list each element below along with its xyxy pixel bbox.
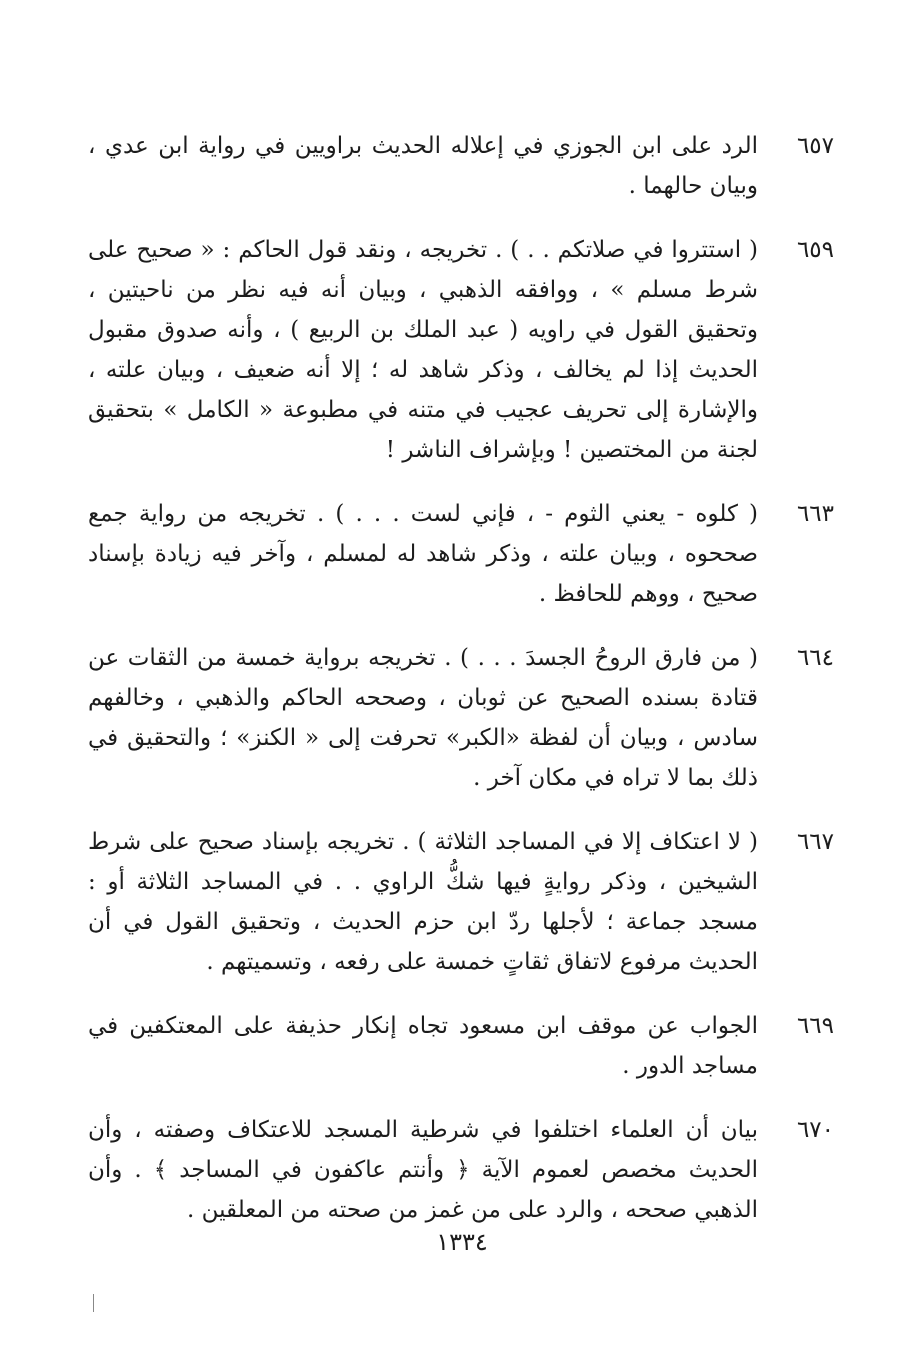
- page-number: ١٣٣٤: [436, 1228, 488, 1256]
- entry-number: ٦٦٤: [796, 645, 834, 671]
- entry-number: ٦٦٩: [796, 1013, 834, 1039]
- index-entry-669: [88, 1006, 834, 1086]
- entry-number: ٦٧٠: [796, 1117, 834, 1143]
- index-entries-list: [88, 126, 834, 1254]
- entry-text: ( من فارق الروحُ الجسدَ . . . ) . تخريجه برواية خمسة من الثقات عن قتادة بسنده الصحيح عن ثوبان ، وصححه الحاكم والذهبي ، وخالفهم سادس ، وبيان أن لفظة «الكبر» تحرفت إلى « الكنز» ؛ والتحقيق في ذلك بما لا تراه في مكان آخر .: [88, 645, 758, 791]
- entry-number: ٦٥٧: [796, 133, 834, 159]
- index-entry-659: [88, 230, 834, 470]
- index-entry-657: [88, 126, 834, 206]
- entry-text: ( استتروا في صلاتكم . . ) . تخريجه ، ونقد قول الحاكم : « صحيح على شرط مسلم » ، ووافقه الذهبي ، وبيان أنه فيه نظر من ناحيتين ، وتحقيق القول في راويه ( عبد الملك بن الربيع ) ، وأنه صدوق مقبول الحديث إذا لم يخالف ، وذكر شاهد له ؛ إلا أنه ضعيف ، وبيان علته ، والإشارة إلى تحريف عجيب في متنه في مطبوعة « الكامل » بتحقيق لجنة من المختصين ! وبإشراف الناشر !: [88, 237, 758, 463]
- entry-text: الجواب عن موقف ابن مسعود تجاه إنكار حذيفة على المعتكفين في مساجد الدور .: [88, 1013, 758, 1079]
- entry-number: ٦٥٩: [796, 237, 834, 263]
- index-entry-667: [88, 822, 834, 982]
- index-entry-664: [88, 638, 834, 798]
- entry-number: ٦٦٧: [796, 829, 834, 855]
- entry-number: ٦٦٣: [796, 501, 834, 527]
- entry-text: الرد على ابن الجوزي في إعلاله الحديث براويين في رواية ابن عدي ، وبيان حالهما .: [88, 133, 758, 199]
- margin-mark: [93, 1294, 94, 1312]
- index-entry-670: [88, 1110, 834, 1230]
- entry-text: بيان أن العلماء اختلفوا في شرطية المسجد للاعتكاف وصفته ، وأن الحديث مخصص لعموم الآية ﴿ وأنتم عاكفون في المساجد ﴾ . وأن الذهبي صححه ، والرد على من غمز من صحته من المعلقين .: [88, 1117, 758, 1223]
- entry-text: ( كلوه - يعني الثوم - ، فإني لست . . . ) . تخريجه من رواية جمع صححوه ، وبيان علته ، وذكر شاهد له لمسلم ، وآخر فيه زيادة بإسناد صحيح ، ووهم للحافظ .: [88, 501, 758, 607]
- index-entry-663: [88, 494, 834, 614]
- entry-text: ( لا اعتكاف إلا في المساجد الثلاثة ) . تخريجه بإسناد صحيح على شرط الشيخين ، وذكر روايةٍ فيها شكُّ الراوي . . في المساجد الثلاثة أو : مسجد جماعة ؛ لأجلها ردّ ابن حزم الحديث ، وتحقيق القول في أن الحديث مرفوع لاتفاق ثقاتٍ خمسة على رفعه ، وتسميتهم .: [88, 829, 758, 975]
